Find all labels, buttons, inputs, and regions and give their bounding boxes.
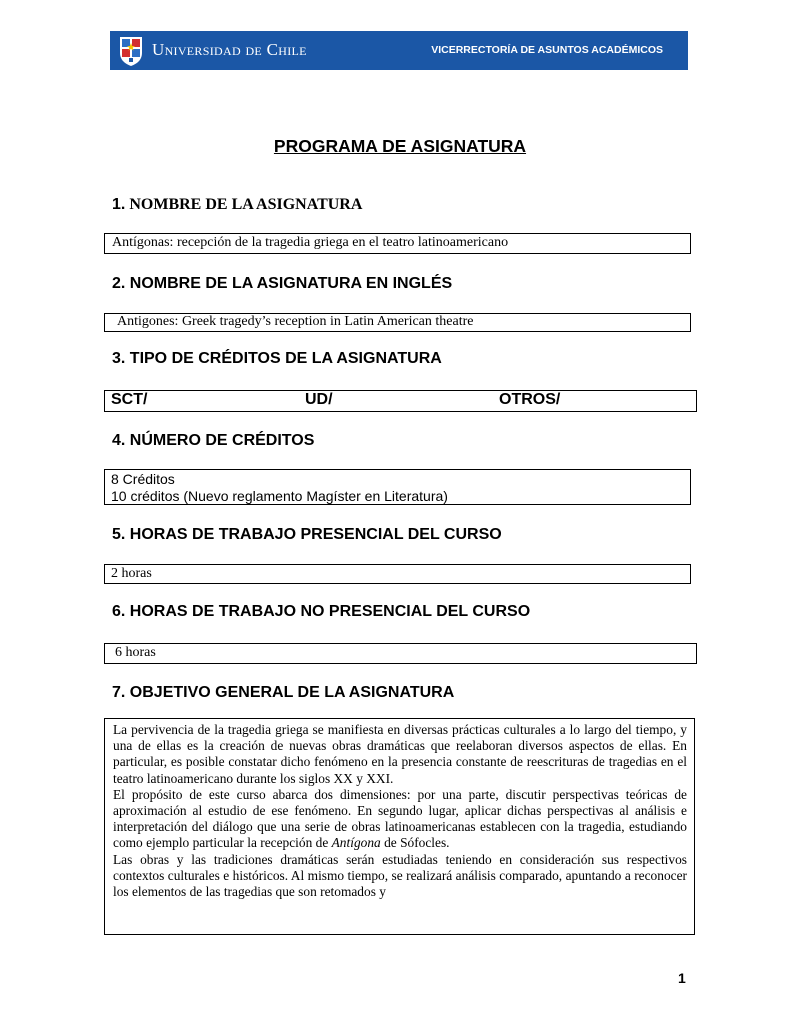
section-5-heading: 5. HORAS DE TRABAJO PRESENCIAL DEL CURSO [112,526,502,543]
section-3-box [104,390,697,412]
objective-paragraph-2 [113,787,687,852]
section-4-heading: 4. NÚMERO DE CRÉDITOS [112,432,315,449]
page-number: 1 [678,970,686,986]
non-presential-hours: 6 horas [115,645,156,660]
section-6-box [104,643,697,664]
credits-line-1: 8 Créditos [111,471,175,487]
page-title: PROGRAMA DE ASIGNATURA [273,136,527,156]
section-2-box [104,313,691,332]
credit-type-ud: UD/ [305,391,333,408]
header-banner [110,31,688,70]
section-6-heading: 6. HORAS DE TRABAJO NO PRESENCIAL DEL CURSO [112,603,531,620]
section-7-heading: 7. OBJETIVO GENERAL DE LA ASIGNATURA [112,684,455,701]
objective-paragraph-3: Las obras y las tradiciones dramáticas serán estudiadas teniendo en consideración sus respectivos contextos culturales e históricos. Al mismo tiempo, se realizará análisis comparado, apuntando a reconocer los elementos de las tragedias que son retomados y [113,851,687,900]
section-1-heading-text: NOMBRE DE LA ASIGNATURA [129,196,363,213]
university-crest-icon [118,34,144,67]
objective-p2-before: El propósito de este curso abarca dos dimensiones: por una parte, discutir perspectivas teóricas de aproximación al estudio de ese fenómeno. En segundo lugar, aplicar dichas perspectivas al análisis e interpretación del diálogo que una serie de obras latinoamericanas establecen con la tragedia, estudiando como ejemplo particular la recepción de [113,786,687,851]
credit-type-otros: OTROS/ [499,391,561,408]
university-name: Universidad de Chile [152,40,307,59]
course-name: Antígonas: recepción de la tragedia griega en el teatro latinoamericano [112,235,509,250]
objective-text [113,722,687,900]
objective-p2-after: de Sófocles. [380,835,450,851]
objective-paragraph-1: La pervivencia de la tragedia griega se manifiesta en diversas prácticas culturales a lo largo del tiempo, y una de ellas es la creación de nuevas obras dramáticas que reelaboran diversos aspectos de ellas. En particular, es posible constatar dicho fenómeno en la presencia constante de reescrituras de tragedias en el teatro latinoamericano durante los siglos XX y XXI. [113,722,687,786]
objective-p2-italic: Antígona [331,835,381,851]
section-1-number: 1. [112,196,126,213]
vicerrectoria-label: VICERRECTORÍA DE ASUNTOS ACADÉMICOS [431,44,663,56]
section-5-box [104,564,691,584]
presential-hours: 2 horas [111,566,152,581]
section-2-heading: 2. NOMBRE DE LA ASIGNATURA EN INGLÉS [112,275,453,292]
section-7-box [104,718,695,935]
section-1-heading [112,196,362,214]
course-name-english: Antigones: Greek tragedy’s reception in Latin American theatre [117,314,474,329]
credit-type-sct: SCT/ [111,391,148,408]
credits-line-2: 10 créditos (Nuevo reglamento Magíster en Literatura) [111,488,448,504]
section-3-heading: 3. TIPO DE CRÉDITOS DE LA ASIGNATURA [112,350,442,367]
section-1-box [104,233,691,254]
section-4-box [104,469,691,505]
